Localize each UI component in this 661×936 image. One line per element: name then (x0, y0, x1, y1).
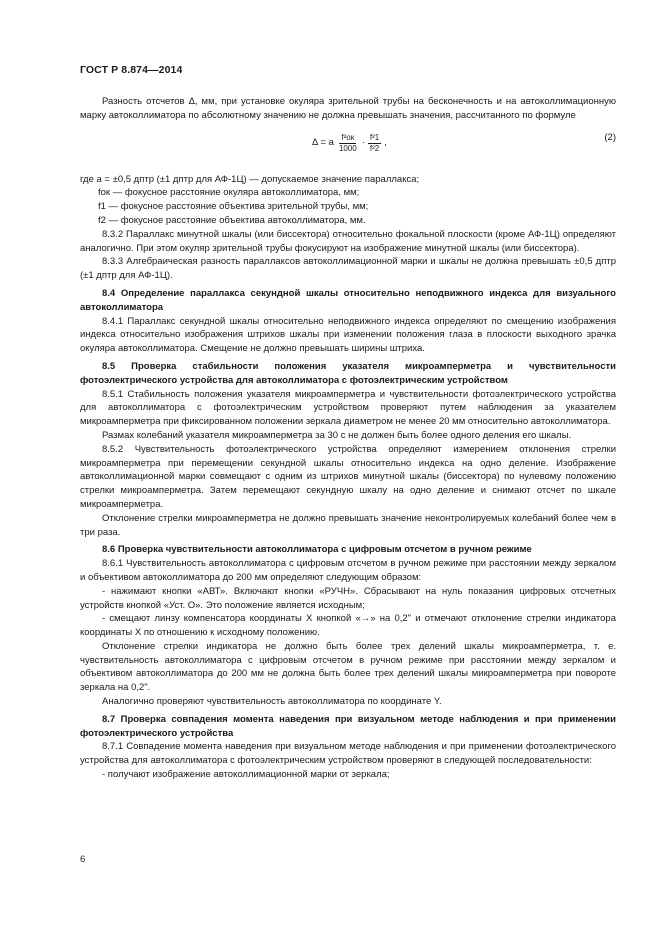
body-paragraph: 8.6.1 Чувствительность автоколлиматора с цифровым отсчетом в ручном режиме при расстоянии между зеркалом и объективом автоколлиматора до 200 мм определяют следующим образом: (80, 558, 616, 583)
body-paragraph: Отклонение стрелки микроамперметра не должно превышать значение неконтролируемых колебаний более чем в три раза. (80, 512, 616, 538)
formula-lhs: Δ = a (312, 137, 334, 149)
definition-item: f1 — фокусное расстояние объектива зрительной трубы, мм; (98, 201, 369, 213)
formula-fraction-2 (368, 133, 381, 154)
body-paragraph: Отклонение стрелки индикатора не должно быть более трех делений шкалы микроамперметра, т. е. чувствительность автоколлиматора с цифровым отсчетом в ручном режиме при расстоянии между зеркалом и объективом автоколлиматора до 200 мм не должна быть более трех делений шкалы микроамперметра при повороте зеркала на 0,2". (80, 640, 616, 694)
definition-item: где a = ±0,5 дптр (±1 дптр для АФ-1Ц) — допускаемое значение параллакса; (80, 173, 420, 185)
page-number: 6 (80, 854, 86, 865)
body-paragraph: 8.7.1 Совпадение момента наведения при визуальном методе наблюдения и при применении фотоэлектрического устройства для автоколлиматора с фотоэлектрическим устройством проверяют в следующей последовательности: (80, 741, 616, 767)
formula-dot: · (361, 137, 365, 149)
body-paragraph: 8.4.1 Параллакс секундной шкалы относительно неподвижного индекса определяют по смещению изображения индекса относительно изображения штрихов шкалы при изменении положения глаза в плоскости выходного зрачка окуляра автоколлиматора. Смещение не должно превышать ширины штриха. (80, 315, 616, 355)
formula-2 (80, 129, 616, 169)
document-body (80, 95, 616, 782)
formula-frac1-denominator: 1000 (338, 143, 357, 153)
intro-paragraph: Разность отсчетов Δ, мм, при установке окуляра зрительной трубы на бесконечность и на автоколлимационную марку автоколлиматора по абсолютному значению не должна превышать значения, рассчитанного по формуле (80, 96, 616, 121)
definitions-list (80, 173, 616, 228)
body-paragraph: 8.3.3 Алгебраическая разность параллаксов автоколлимационной марки и шкалы не должна превышать ±0,5 дптр (±1 дптр для АФ-1Ц). (80, 256, 616, 282)
formula-expression (312, 133, 387, 154)
body-paragraph: 8.5.2 Чувствительность фотоэлектрического устройства определяют измерением отклонения стрелки микроамперметра при перемещении секундной шкалы относительно индекса на одно деление. Изображение автоколлимационной марки совмещают с одним из штрихов минутной шкалы (биссектора) по нулевому положению стрелки микроамперметра. Затем перемещают секундную шкалу на одно деление и снимают отсчет по шкале микроамперметра. (80, 443, 616, 510)
body-paragraph: 8.5.1 Стабильность положения указателя микроамперметра и чувствительности фотоэлектрического устройства для автоколлиматора с фотоэлектрическим устройством проверяют путем наблюдения за указателем микроамперметра при фиксированном положении зеркала диаметром не менее 20 мм относительно автоколлиматора. (80, 388, 616, 428)
formula-tail: , (384, 137, 387, 149)
body-paragraph: - получают изображение автоколлимационной марки от зеркала; (102, 769, 390, 781)
formula-frac1-numerator: f²ок (341, 132, 355, 142)
section-heading: 8.4 Определение параллакса секундной шкалы относительно неподвижного индекса для визуального автоколлиматора (80, 287, 616, 313)
body-paragraph: 8.3.2 Параллакс минутной шкалы (или биссектора) относительно фокальной плоскости (кроме АФ-1Ц) определяют аналогично. При этом окуляр зрительной трубы фокусируют на изображение минутной шкалы (или биссектора). (80, 228, 616, 254)
section-heading: 8.7 Проверка совпадения момента наведения при визуальном методе наблюдения и при применении фотоэлектрического устройства (80, 713, 616, 739)
formula-number: (2) (604, 131, 616, 143)
formula-frac2-denominator: f²2 (369, 143, 380, 153)
formula-frac2-numerator: f²1 (369, 132, 380, 142)
body-paragraph: - смещают линзу компенсатора координаты X кнопкой «→» на 0,2" и отмечают отклонение стрелки индикатора координаты X по отношению к исходному положению. (80, 613, 616, 639)
formula-fraction-1 (337, 133, 359, 154)
body-paragraph: Аналогично проверяют чувствительность автоколлиматора по координате Y. (102, 696, 442, 708)
section-heading: 8.5 Проверка стабильности положения указателя микроамперметра и чувствительности фотоэлектрического устройства для автоколлиматора с фотоэлектрическим устройством (80, 360, 616, 386)
definition-item: f2 — фокусное расстояние объектива автоколлиматора, мм. (98, 214, 366, 226)
body-paragraph: Размах колебаний указателя микроамперметра за 30 с не должен быть более одного деления его шкалы. (102, 429, 572, 441)
document-header: ГОСТ Р 8.874—2014 (80, 64, 183, 76)
paragraphs-container (80, 228, 616, 782)
section-heading: 8.6 Проверка чувствительности автоколлиматора с цифровым отсчетом в ручном режиме (102, 544, 532, 556)
definition-item: fок — фокусное расстояние окуляра автоколлиматора, мм; (98, 187, 360, 199)
body-paragraph: - нажимают кнопки «АВТ». Включают кнопки «РУЧН». Сбрасывают на нуль показания цифровых отсчетных устройств кнопкой «Уст. О». Это положение является исходным; (80, 585, 616, 611)
